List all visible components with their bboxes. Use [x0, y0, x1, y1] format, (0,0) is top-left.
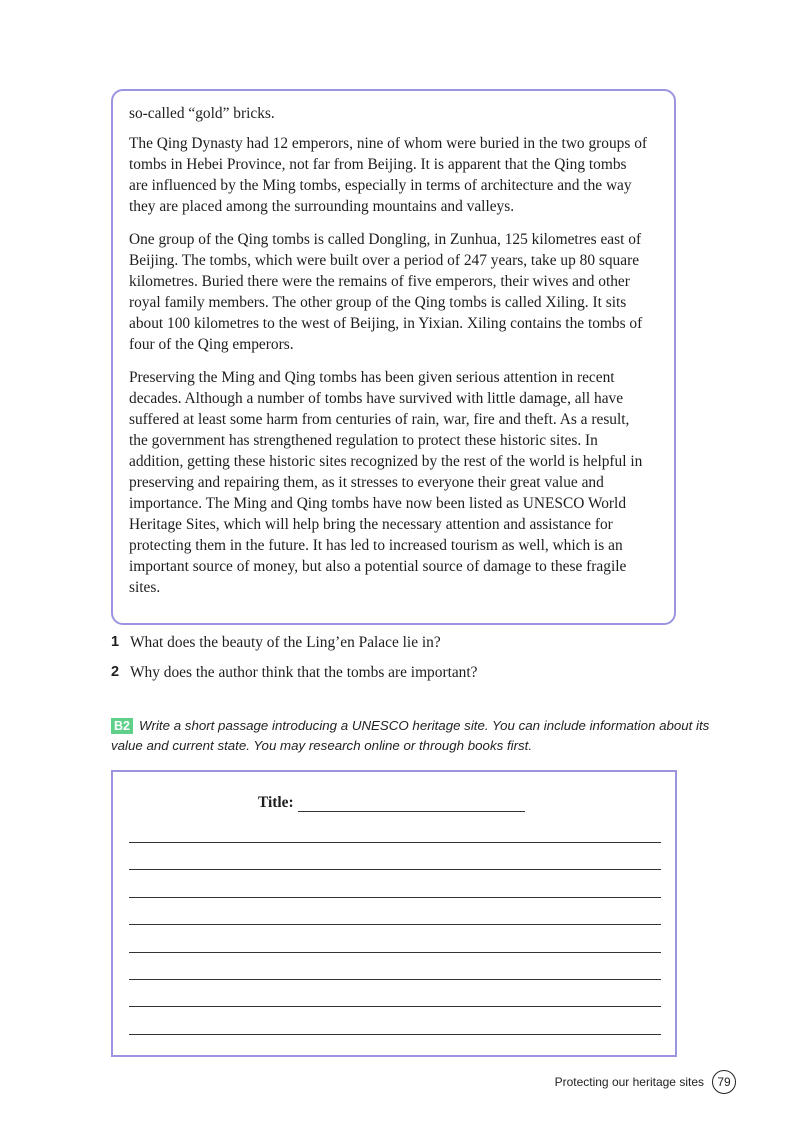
- answer-line[interactable]: [129, 1006, 661, 1007]
- writing-task: [111, 716, 711, 756]
- title-blank-line[interactable]: [298, 797, 525, 812]
- page-footer: [555, 1070, 736, 1094]
- answer-line[interactable]: [129, 897, 661, 898]
- writing-area[interactable]: [111, 770, 677, 1057]
- question-text: What does the beauty of the Ling’en Palace lie in?: [130, 634, 441, 651]
- answer-line[interactable]: [129, 869, 661, 870]
- passage-paragraph: so-called “gold” bricks.: [129, 105, 275, 122]
- reading-passage-box: [111, 89, 676, 625]
- answer-line[interactable]: [129, 842, 661, 843]
- title-field[interactable]: [258, 794, 525, 812]
- question-number: 2: [111, 664, 120, 680]
- section-title: Protecting our heritage sites: [554, 1075, 704, 1089]
- comprehension-questions: [111, 632, 691, 692]
- answer-line[interactable]: [129, 1034, 661, 1035]
- answer-line[interactable]: [129, 924, 661, 925]
- passage-paragraph: Preserving the Ming and Qing tombs has been given serious attention in recent decades. Although a number of tombs have survived with little damage, all have suffered at least some harm from centuries of rain, war, fire and theft. As a result, the government has strengthened regulation to protect these historic sites. In addition, getting these historic sites recognized by the rest of the world is helpful in preserving and repairing them, as it stresses to everyone their great value and importance. The Ming and Qing tombs have now been listed as UNESCO World Heritage Sites, which will help bring the necessary attention and assistance for protecting them in the future. It has led to increased tourism as well, which is an important source of money, but also a potential source of damage to these fragile sites.: [129, 369, 643, 596]
- title-label: Title:: [258, 794, 294, 811]
- task-badge: B2: [111, 718, 133, 734]
- passage-paragraph: One group of the Qing tombs is called Dongling, in Zunhua, 125 kilometres east of Beijing. The tombs, which were built over a period of 247 years, take up 80 square kilometres. Buried there were the remains of five emperors, their wives and other royal family members. The other group of the Qing tombs is called Xiling. It sits about 100 kilometres to the west of Beijing, in Yixian. Xiling contains the tombs of four of the Qing emperors.: [129, 231, 643, 353]
- passage-paragraph: The Qing Dynasty had 12 emperors, nine of whom were buried in the two groups of tombs in Hebei Province, not far from Beijing. It is apparent that the Qing tombs are influenced by the Ming tombs, especially in terms of architecture and the way they are placed among the surrounding mountains and valleys.: [129, 135, 648, 215]
- answer-line[interactable]: [129, 979, 661, 980]
- question-item: [111, 662, 691, 683]
- answer-line[interactable]: [129, 952, 661, 953]
- question-item: [111, 632, 691, 653]
- question-number: 1: [111, 634, 120, 650]
- page-number: 79: [712, 1070, 736, 1094]
- task-instruction: Write a short passage introducing a UNESCO heritage site. You can include information about its value and current state. You may research online or through books first.: [111, 718, 710, 753]
- question-text: Why does the author think that the tombs are important?: [130, 664, 478, 681]
